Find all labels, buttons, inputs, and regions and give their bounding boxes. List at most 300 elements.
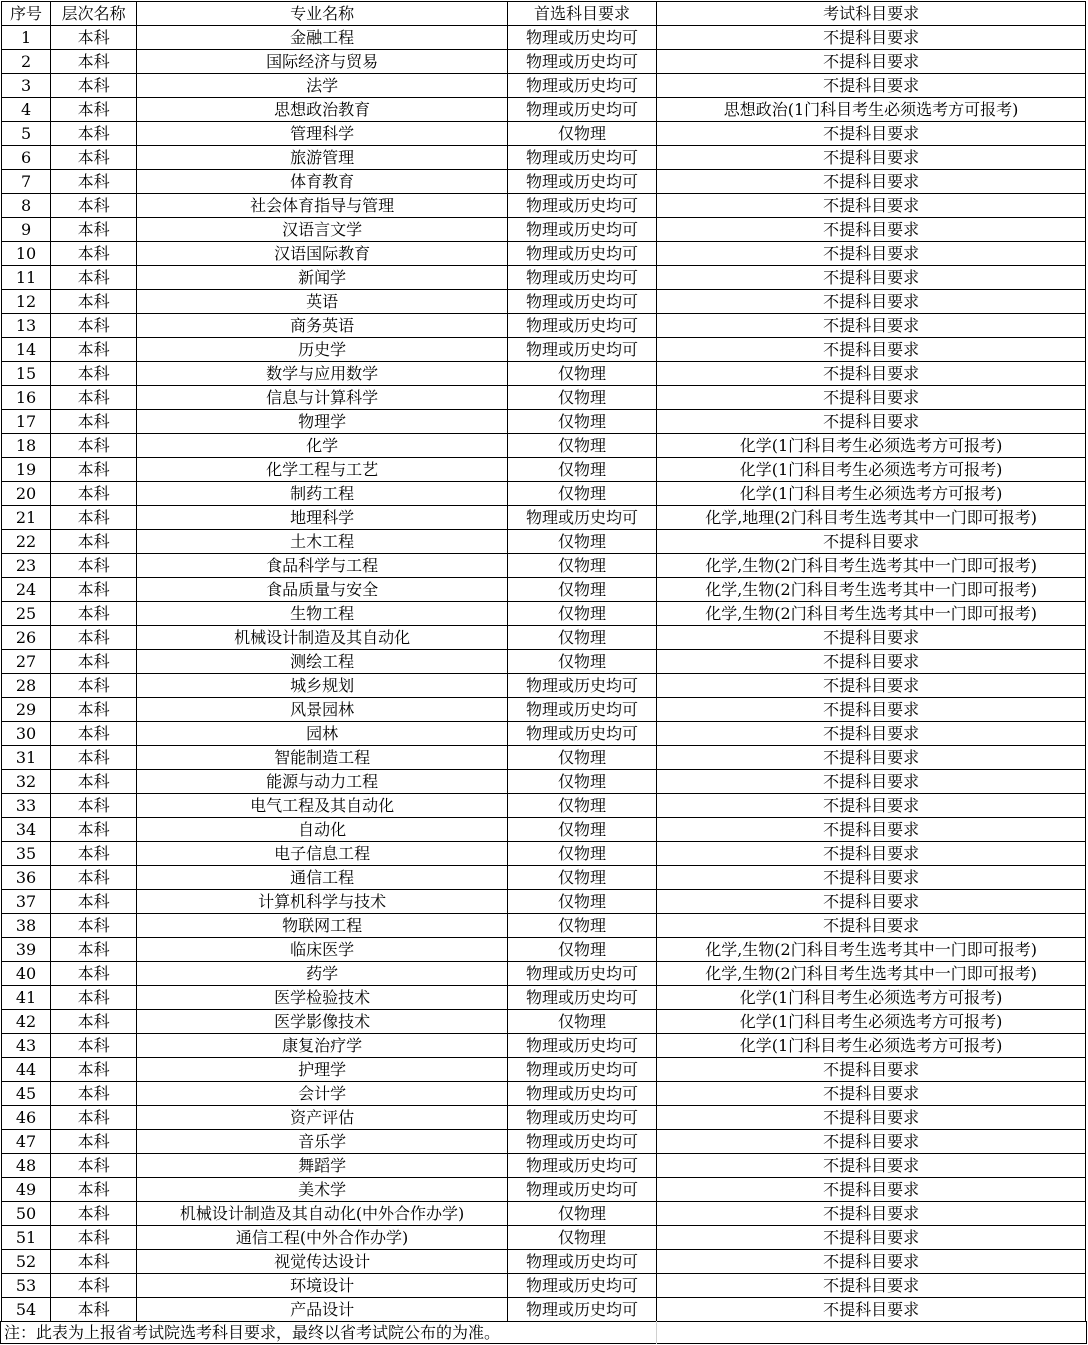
table-row — [2, 722, 1086, 746]
cell-exam-subject: 不提科目要求 — [657, 1130, 1086, 1154]
cell-row-number: 37 — [2, 890, 51, 914]
cell-row-number: 31 — [2, 746, 51, 770]
cell-major-name: 管理科学 — [137, 122, 508, 146]
cell-exam-subject: 不提科目要求 — [657, 122, 1086, 146]
cell-first-subject: 物理或历史均可 — [507, 242, 656, 266]
cell-first-subject: 物理或历史均可 — [507, 1250, 656, 1274]
table-row — [2, 218, 1086, 242]
table-row — [2, 1082, 1086, 1106]
cell-level-name: 本科 — [51, 1178, 137, 1202]
cell-major-name: 物理学 — [137, 410, 508, 434]
cell-level-name: 本科 — [51, 1274, 137, 1298]
cell-level-name: 本科 — [51, 290, 137, 314]
cell-level-name: 本科 — [51, 146, 137, 170]
table-row — [2, 626, 1086, 650]
cell-exam-subject: 不提科目要求 — [657, 170, 1086, 194]
cell-level-name: 本科 — [51, 986, 137, 1010]
cell-major-name: 风景园林 — [137, 698, 508, 722]
cell-exam-subject: 不提科目要求 — [657, 74, 1086, 98]
cell-major-name: 国际经济与贸易 — [137, 50, 508, 74]
table-body — [2, 26, 1086, 1322]
cell-first-subject: 物理或历史均可 — [507, 1106, 656, 1130]
cell-first-subject: 仅物理 — [507, 362, 656, 386]
header-level: 层次名称 — [51, 2, 137, 26]
cell-major-name: 医学检验技术 — [137, 986, 508, 1010]
cell-first-subject: 物理或历史均可 — [507, 218, 656, 242]
cell-row-number: 34 — [2, 818, 51, 842]
table-row — [2, 146, 1086, 170]
cell-first-subject: 仅物理 — [507, 626, 656, 650]
cell-level-name: 本科 — [51, 362, 137, 386]
table-row — [2, 794, 1086, 818]
cell-major-name: 资产评估 — [137, 1106, 508, 1130]
cell-row-number: 30 — [2, 722, 51, 746]
cell-exam-subject: 不提科目要求 — [657, 866, 1086, 890]
cell-first-subject: 物理或历史均可 — [507, 170, 656, 194]
cell-major-name: 智能制造工程 — [137, 746, 508, 770]
cell-row-number: 8 — [2, 194, 51, 218]
cell-first-subject: 仅物理 — [507, 890, 656, 914]
cell-exam-subject: 不提科目要求 — [657, 914, 1086, 938]
cell-row-number: 52 — [2, 1250, 51, 1274]
cell-level-name: 本科 — [51, 194, 137, 218]
cell-level-name: 本科 — [51, 674, 137, 698]
cell-exam-subject: 不提科目要求 — [657, 842, 1086, 866]
cell-major-name: 思想政治教育 — [137, 98, 508, 122]
cell-exam-subject: 不提科目要求 — [657, 698, 1086, 722]
header-exam-subject: 考试科目要求 — [657, 2, 1086, 26]
cell-row-number: 39 — [2, 938, 51, 962]
footnote: 注：此表为上报省考试院选考科目要求，最终以省考试院公布的为准。 — [4, 1323, 501, 1342]
table-row — [2, 770, 1086, 794]
cell-level-name: 本科 — [51, 890, 137, 914]
cell-exam-subject: 不提科目要求 — [657, 242, 1086, 266]
cell-major-name: 能源与动力工程 — [137, 770, 508, 794]
table-row — [2, 1058, 1086, 1082]
cell-row-number: 49 — [2, 1178, 51, 1202]
cell-level-name: 本科 — [51, 818, 137, 842]
cell-level-name: 本科 — [51, 1226, 137, 1250]
table-row — [2, 170, 1086, 194]
cell-major-name: 生物工程 — [137, 602, 508, 626]
cell-row-number: 9 — [2, 218, 51, 242]
table-row — [2, 554, 1086, 578]
table-row — [2, 482, 1086, 506]
cell-major-name: 环境设计 — [137, 1274, 508, 1298]
cell-exam-subject: 不提科目要求 — [657, 50, 1086, 74]
cell-major-name: 历史学 — [137, 338, 508, 362]
cell-row-number: 1 — [2, 26, 51, 50]
cell-major-name: 汉语言文学 — [137, 218, 508, 242]
cell-exam-subject: 不提科目要求 — [657, 1226, 1086, 1250]
cell-first-subject: 物理或历史均可 — [507, 266, 656, 290]
cell-row-number: 54 — [2, 1298, 51, 1322]
cell-exam-subject: 不提科目要求 — [657, 1274, 1086, 1298]
cell-exam-subject: 不提科目要求 — [657, 1202, 1086, 1226]
cell-major-name: 视觉传达设计 — [137, 1250, 508, 1274]
cell-level-name: 本科 — [51, 914, 137, 938]
cell-major-name: 食品科学与工程 — [137, 554, 508, 578]
cell-first-subject: 物理或历史均可 — [507, 674, 656, 698]
cell-row-number: 3 — [2, 74, 51, 98]
cell-exam-subject: 不提科目要求 — [657, 722, 1086, 746]
cell-first-subject: 物理或历史均可 — [507, 314, 656, 338]
table-row — [2, 506, 1086, 530]
cell-first-subject: 物理或历史均可 — [507, 50, 656, 74]
cell-exam-subject: 化学,生物(2门科目考生选考其中一门即可报考) — [657, 602, 1086, 626]
table-row — [2, 1106, 1086, 1130]
cell-first-subject: 物理或历史均可 — [507, 1154, 656, 1178]
cell-row-number: 15 — [2, 362, 51, 386]
cell-exam-subject: 不提科目要求 — [657, 890, 1086, 914]
cell-major-name: 社会体育指导与管理 — [137, 194, 508, 218]
table-row — [2, 986, 1086, 1010]
cell-first-subject: 物理或历史均可 — [507, 74, 656, 98]
cell-exam-subject: 化学(1门科目考生必须选考方可报考) — [657, 1010, 1086, 1034]
cell-row-number: 27 — [2, 650, 51, 674]
cell-level-name: 本科 — [51, 1010, 137, 1034]
header-row — [2, 2, 1086, 26]
cell-first-subject: 物理或历史均可 — [507, 506, 656, 530]
cell-level-name: 本科 — [51, 1106, 137, 1130]
cell-row-number: 53 — [2, 1274, 51, 1298]
subject-requirements-table — [1, 1, 1086, 1322]
cell-row-number: 32 — [2, 770, 51, 794]
cell-level-name: 本科 — [51, 338, 137, 362]
cell-row-number: 16 — [2, 386, 51, 410]
header-major: 专业名称 — [137, 2, 508, 26]
cell-exam-subject: 不提科目要求 — [657, 1058, 1086, 1082]
table-row — [2, 1274, 1086, 1298]
cell-level-name: 本科 — [51, 770, 137, 794]
cell-row-number: 29 — [2, 698, 51, 722]
cell-level-name: 本科 — [51, 722, 137, 746]
cell-exam-subject: 不提科目要求 — [657, 26, 1086, 50]
cell-exam-subject: 不提科目要求 — [657, 218, 1086, 242]
cell-major-name: 商务英语 — [137, 314, 508, 338]
cell-first-subject: 仅物理 — [507, 938, 656, 962]
cell-level-name: 本科 — [51, 434, 137, 458]
cell-first-subject: 物理或历史均可 — [507, 290, 656, 314]
cell-major-name: 测绘工程 — [137, 650, 508, 674]
cell-level-name: 本科 — [51, 1058, 137, 1082]
cell-major-name: 英语 — [137, 290, 508, 314]
table-row — [2, 698, 1086, 722]
cell-first-subject: 物理或历史均可 — [507, 962, 656, 986]
cell-exam-subject: 不提科目要求 — [657, 626, 1086, 650]
cell-exam-subject: 不提科目要求 — [657, 1082, 1086, 1106]
cell-row-number: 46 — [2, 1106, 51, 1130]
cell-major-name: 临床医学 — [137, 938, 508, 962]
table-row — [2, 458, 1086, 482]
cell-major-name: 美术学 — [137, 1178, 508, 1202]
table-row — [2, 1154, 1086, 1178]
cell-exam-subject: 化学(1门科目考生必须选考方可报考) — [657, 482, 1086, 506]
cell-major-name: 康复治疗学 — [137, 1034, 508, 1058]
cell-level-name: 本科 — [51, 266, 137, 290]
table-row — [2, 842, 1086, 866]
cell-level-name: 本科 — [51, 866, 137, 890]
table-row — [2, 650, 1086, 674]
cell-major-name: 汉语国际教育 — [137, 242, 508, 266]
cell-row-number: 45 — [2, 1082, 51, 1106]
cell-row-number: 2 — [2, 50, 51, 74]
note-gridline — [656, 1321, 657, 1344]
cell-row-number: 22 — [2, 530, 51, 554]
cell-exam-subject: 不提科目要求 — [657, 338, 1086, 362]
cell-level-name: 本科 — [51, 1298, 137, 1322]
cell-row-number: 51 — [2, 1226, 51, 1250]
cell-major-name: 机械设计制造及其自动化 — [137, 626, 508, 650]
cell-major-name: 电子信息工程 — [137, 842, 508, 866]
cell-major-name: 会计学 — [137, 1082, 508, 1106]
cell-level-name: 本科 — [51, 842, 137, 866]
cell-first-subject: 仅物理 — [507, 818, 656, 842]
cell-exam-subject: 不提科目要求 — [657, 650, 1086, 674]
cell-major-name: 地理科学 — [137, 506, 508, 530]
cell-exam-subject: 思想政治(1门科目考生必须选考方可报考) — [657, 98, 1086, 122]
cell-first-subject: 仅物理 — [507, 434, 656, 458]
cell-first-subject: 仅物理 — [507, 1226, 656, 1250]
cell-row-number: 4 — [2, 98, 51, 122]
cell-exam-subject: 不提科目要求 — [657, 1250, 1086, 1274]
cell-row-number: 40 — [2, 962, 51, 986]
cell-major-name: 金融工程 — [137, 26, 508, 50]
cell-level-name: 本科 — [51, 602, 137, 626]
cell-exam-subject: 化学,地理(2门科目考生选考其中一门即可报考) — [657, 506, 1086, 530]
table-row — [2, 602, 1086, 626]
table-row — [2, 1130, 1086, 1154]
cell-first-subject: 物理或历史均可 — [507, 194, 656, 218]
table-row — [2, 818, 1086, 842]
cell-major-name: 物联网工程 — [137, 914, 508, 938]
cell-exam-subject: 化学(1门科目考生必须选考方可报考) — [657, 986, 1086, 1010]
table-row — [2, 386, 1086, 410]
table-row — [2, 194, 1086, 218]
cell-row-number: 36 — [2, 866, 51, 890]
table-row — [2, 1298, 1086, 1322]
cell-major-name: 化学 — [137, 434, 508, 458]
table-row — [2, 266, 1086, 290]
cell-major-name: 信息与计算科学 — [137, 386, 508, 410]
cell-major-name: 土木工程 — [137, 530, 508, 554]
table-row — [2, 338, 1086, 362]
cell-first-subject: 物理或历史均可 — [507, 1058, 656, 1082]
cell-major-name: 城乡规划 — [137, 674, 508, 698]
cell-exam-subject: 不提科目要求 — [657, 290, 1086, 314]
cell-first-subject: 物理或历史均可 — [507, 1274, 656, 1298]
cell-level-name: 本科 — [51, 1202, 137, 1226]
cell-first-subject: 仅物理 — [507, 770, 656, 794]
cell-first-subject: 物理或历史均可 — [507, 1298, 656, 1322]
cell-first-subject: 仅物理 — [507, 794, 656, 818]
cell-row-number: 41 — [2, 986, 51, 1010]
cell-level-name: 本科 — [51, 530, 137, 554]
cell-first-subject: 仅物理 — [507, 746, 656, 770]
cell-first-subject: 物理或历史均可 — [507, 338, 656, 362]
cell-first-subject: 仅物理 — [507, 386, 656, 410]
cell-row-number: 5 — [2, 122, 51, 146]
cell-level-name: 本科 — [51, 74, 137, 98]
cell-level-name: 本科 — [51, 218, 137, 242]
cell-level-name: 本科 — [51, 122, 137, 146]
cell-level-name: 本科 — [51, 506, 137, 530]
cell-row-number: 7 — [2, 170, 51, 194]
cell-row-number: 20 — [2, 482, 51, 506]
table-row — [2, 578, 1086, 602]
cell-level-name: 本科 — [51, 578, 137, 602]
cell-first-subject: 仅物理 — [507, 458, 656, 482]
cell-exam-subject: 不提科目要求 — [657, 530, 1086, 554]
table-row — [2, 1034, 1086, 1058]
cell-major-name: 通信工程 — [137, 866, 508, 890]
cell-first-subject: 仅物理 — [507, 410, 656, 434]
cell-first-subject: 仅物理 — [507, 578, 656, 602]
cell-level-name: 本科 — [51, 170, 137, 194]
cell-exam-subject: 化学,生物(2门科目考生选考其中一门即可报考) — [657, 578, 1086, 602]
cell-level-name: 本科 — [51, 50, 137, 74]
cell-exam-subject: 化学(1门科目考生必须选考方可报考) — [657, 458, 1086, 482]
cell-exam-subject: 化学,生物(2门科目考生选考其中一门即可报考) — [657, 938, 1086, 962]
table-row — [2, 938, 1086, 962]
cell-exam-subject: 不提科目要求 — [657, 386, 1086, 410]
cell-row-number: 12 — [2, 290, 51, 314]
cell-major-name: 药学 — [137, 962, 508, 986]
cell-level-name: 本科 — [51, 1154, 137, 1178]
table-row — [2, 434, 1086, 458]
cell-first-subject: 仅物理 — [507, 1010, 656, 1034]
cell-exam-subject: 不提科目要求 — [657, 818, 1086, 842]
cell-exam-subject: 不提科目要求 — [657, 1154, 1086, 1178]
cell-first-subject: 仅物理 — [507, 914, 656, 938]
cell-exam-subject: 不提科目要求 — [657, 746, 1086, 770]
cell-level-name: 本科 — [51, 458, 137, 482]
cell-row-number: 50 — [2, 1202, 51, 1226]
cell-major-name: 园林 — [137, 722, 508, 746]
cell-exam-subject: 不提科目要求 — [657, 266, 1086, 290]
cell-level-name: 本科 — [51, 1130, 137, 1154]
cell-exam-subject: 不提科目要求 — [657, 410, 1086, 434]
cell-exam-subject: 不提科目要求 — [657, 1298, 1086, 1322]
cell-major-name: 新闻学 — [137, 266, 508, 290]
cell-level-name: 本科 — [51, 698, 137, 722]
cell-row-number: 10 — [2, 242, 51, 266]
table-row — [2, 530, 1086, 554]
cell-row-number: 44 — [2, 1058, 51, 1082]
cell-exam-subject: 不提科目要求 — [657, 146, 1086, 170]
cell-level-name: 本科 — [51, 962, 137, 986]
table-row — [2, 122, 1086, 146]
cell-major-name: 体育教育 — [137, 170, 508, 194]
cell-major-name: 化学工程与工艺 — [137, 458, 508, 482]
table-row — [2, 1250, 1086, 1274]
cell-major-name: 舞蹈学 — [137, 1154, 508, 1178]
cell-row-number: 47 — [2, 1130, 51, 1154]
table-row — [2, 866, 1086, 890]
cell-first-subject: 物理或历史均可 — [507, 1082, 656, 1106]
cell-exam-subject: 不提科目要求 — [657, 770, 1086, 794]
table-row — [2, 290, 1086, 314]
cell-major-name: 医学影像技术 — [137, 1010, 508, 1034]
cell-major-name: 电气工程及其自动化 — [137, 794, 508, 818]
cell-exam-subject: 化学,生物(2门科目考生选考其中一门即可报考) — [657, 554, 1086, 578]
cell-exam-subject: 不提科目要求 — [657, 1178, 1086, 1202]
cell-first-subject: 仅物理 — [507, 482, 656, 506]
table-row — [2, 1178, 1086, 1202]
cell-major-name: 音乐学 — [137, 1130, 508, 1154]
cell-first-subject: 物理或历史均可 — [507, 1034, 656, 1058]
cell-level-name: 本科 — [51, 650, 137, 674]
table-row — [2, 962, 1086, 986]
cell-level-name: 本科 — [51, 1034, 137, 1058]
cell-first-subject: 仅物理 — [507, 842, 656, 866]
table-row — [2, 362, 1086, 386]
cell-level-name: 本科 — [51, 746, 137, 770]
cell-level-name: 本科 — [51, 626, 137, 650]
table-row — [2, 26, 1086, 50]
cell-row-number: 24 — [2, 578, 51, 602]
cell-row-number: 18 — [2, 434, 51, 458]
cell-first-subject: 仅物理 — [507, 1202, 656, 1226]
cell-first-subject: 仅物理 — [507, 122, 656, 146]
header-no: 序号 — [2, 2, 51, 26]
cell-level-name: 本科 — [51, 26, 137, 50]
cell-first-subject: 物理或历史均可 — [507, 98, 656, 122]
cell-major-name: 制药工程 — [137, 482, 508, 506]
cell-row-number: 21 — [2, 506, 51, 530]
cell-row-number: 25 — [2, 602, 51, 626]
table-row — [2, 890, 1086, 914]
table-row — [2, 242, 1086, 266]
table-row — [2, 74, 1086, 98]
table-row — [2, 410, 1086, 434]
cell-row-number: 6 — [2, 146, 51, 170]
cell-major-name: 通信工程(中外合作办学) — [137, 1226, 508, 1250]
cell-row-number: 13 — [2, 314, 51, 338]
cell-major-name: 法学 — [137, 74, 508, 98]
cell-major-name: 计算机科学与技术 — [137, 890, 508, 914]
cell-major-name: 自动化 — [137, 818, 508, 842]
cell-first-subject: 物理或历史均可 — [507, 1130, 656, 1154]
cell-exam-subject: 化学,生物(2门科目考生选考其中一门即可报考) — [657, 962, 1086, 986]
table-row — [2, 50, 1086, 74]
cell-exam-subject: 不提科目要求 — [657, 794, 1086, 818]
cell-row-number: 19 — [2, 458, 51, 482]
cell-level-name: 本科 — [51, 386, 137, 410]
cell-row-number: 17 — [2, 410, 51, 434]
cell-first-subject: 仅物理 — [507, 554, 656, 578]
cell-level-name: 本科 — [51, 554, 137, 578]
cell-level-name: 本科 — [51, 482, 137, 506]
cell-row-number: 14 — [2, 338, 51, 362]
cell-row-number: 43 — [2, 1034, 51, 1058]
cell-row-number: 38 — [2, 914, 51, 938]
cell-level-name: 本科 — [51, 98, 137, 122]
cell-level-name: 本科 — [51, 410, 137, 434]
cell-first-subject: 物理或历史均可 — [507, 1178, 656, 1202]
cell-row-number: 42 — [2, 1010, 51, 1034]
cell-first-subject: 物理或历史均可 — [507, 146, 656, 170]
cell-major-name: 食品质量与安全 — [137, 578, 508, 602]
table-row — [2, 314, 1086, 338]
cell-major-name: 旅游管理 — [137, 146, 508, 170]
cell-exam-subject: 不提科目要求 — [657, 362, 1086, 386]
cell-first-subject: 物理或历史均可 — [507, 698, 656, 722]
cell-exam-subject: 化学(1门科目考生必须选考方可报考) — [657, 1034, 1086, 1058]
cell-level-name: 本科 — [51, 242, 137, 266]
cell-first-subject: 仅物理 — [507, 530, 656, 554]
cell-major-name: 数学与应用数学 — [137, 362, 508, 386]
